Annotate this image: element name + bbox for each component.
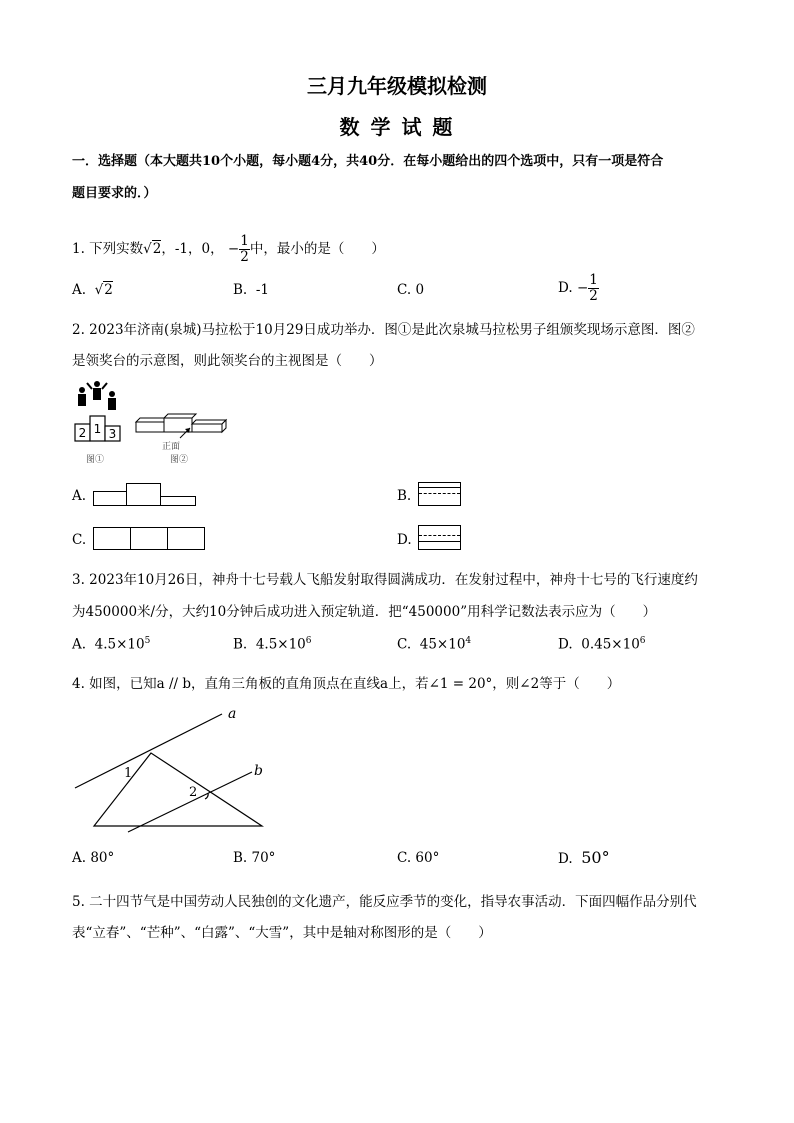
question-3-line2: 为450000米/分，大约10分钟后成功进入预定轨道．把“450000”用科学记数法表示应为（ ） bbox=[72, 604, 657, 620]
label-angle-2: 2 bbox=[189, 785, 198, 800]
sqrt-2: √2 bbox=[143, 240, 162, 257]
podium-figure-1 bbox=[72, 380, 124, 442]
q4-option-c: C. 60° bbox=[397, 850, 440, 866]
question-2-line1: 2. 2023年济南(泉城)马拉松于10月29日成功举办．图①是此次泉城马拉松男子组颁奖现场示意图．图② bbox=[72, 322, 695, 338]
q2-option-a-mid-rect bbox=[126, 483, 161, 506]
q1-mid: ，-1，0， bbox=[161, 240, 224, 257]
q1-option-c: C. 0 bbox=[397, 282, 425, 298]
fraction-half: $\frac{1}{2}$ bbox=[240, 233, 249, 265]
figure-2-label: 图② bbox=[170, 455, 189, 465]
page-subtitle: 数 学 试 题 bbox=[339, 115, 455, 139]
q2-option-a-label: A. bbox=[72, 488, 87, 504]
podium-label-3: 3 bbox=[108, 427, 117, 441]
line-b bbox=[128, 772, 252, 832]
q4-option-d: D. 50° bbox=[558, 848, 610, 867]
q2-option-c-rect bbox=[93, 527, 205, 550]
q3-option-d: D. $0.45\times 10^6$ bbox=[558, 636, 646, 653]
q2-option-a-left-rect bbox=[93, 491, 127, 506]
section-instruction-line2: 题目要求的．） bbox=[72, 186, 157, 201]
q3-option-a: A. $4.5\times 10^5$ bbox=[72, 636, 151, 653]
question-4: 4. 如图，已知a // b，直角三角板的直角顶点在直线a上，若∠1 = 20°，则∠2等于（ ） bbox=[72, 676, 621, 692]
podium-label-1: 1 bbox=[93, 422, 102, 436]
question-2-line2: 是领奖台的示意图，则此领奖台的主视图是（ ） bbox=[72, 353, 383, 369]
label-b: b bbox=[254, 763, 263, 779]
label-a: a bbox=[228, 706, 237, 722]
figure-1-label: 图① bbox=[86, 455, 105, 465]
q1-option-d: D. − $\frac{1}{2}$ bbox=[558, 272, 598, 304]
q2-option-c-label: C. bbox=[72, 532, 87, 548]
q2-option-d-label: D. bbox=[397, 532, 412, 548]
podium-figure-2 bbox=[132, 408, 232, 448]
q2-option-b-label: B. bbox=[397, 488, 412, 504]
question-5-line2: 表“立春”、“芒种”、“白露”、“大雪”，其中是轴对称图形的是（ ） bbox=[72, 925, 492, 941]
podium-label-2: 2 bbox=[78, 426, 87, 440]
parallel-lines-triangle-figure bbox=[70, 700, 290, 835]
section-instruction-line1: 一．选择题（本大题共10个小题，每小题4分，共40分．在每小题给出的四个选项中，只有一项是符合 bbox=[72, 154, 664, 169]
question-3-line1: 3. 2023年10月26日，神舟十七号载人飞船发射取得圆满成功．在发射过程中，神舟十七号的飞行速度约 bbox=[72, 572, 698, 588]
q1-suffix: 中，最小的是（ ） bbox=[249, 240, 385, 257]
label-angle-1: 1 bbox=[124, 766, 133, 781]
q3-option-c: C. $45\times 10^4$ bbox=[397, 636, 472, 653]
page-title: 三月九年级模拟检测 bbox=[307, 74, 487, 98]
line-a bbox=[75, 714, 222, 788]
q2-option-b-rect bbox=[418, 482, 461, 506]
q1-option-a: A. √2 bbox=[72, 282, 113, 298]
q4-option-b: B. 70° bbox=[233, 850, 276, 866]
q4-option-a: A. 80° bbox=[72, 850, 115, 866]
question-1 bbox=[72, 234, 385, 265]
q2-option-a-right-rect bbox=[160, 496, 196, 506]
q1-prefix: 1. 下列实数 bbox=[72, 240, 144, 257]
q1-minus: − bbox=[227, 240, 240, 257]
question-5-line1: 5. 二十四节气是中国劳动人民独创的文化遗产，能反应季节的变化，指导农事活动．下面四幅作品分别代 bbox=[72, 894, 697, 910]
q2-option-d-rect bbox=[418, 525, 461, 550]
right-triangle bbox=[94, 753, 262, 826]
q3-option-b: B. $4.5\times 10^6$ bbox=[233, 636, 312, 653]
front-label: 正面 bbox=[162, 442, 181, 452]
q1-option-b: B. -1 bbox=[233, 282, 269, 298]
